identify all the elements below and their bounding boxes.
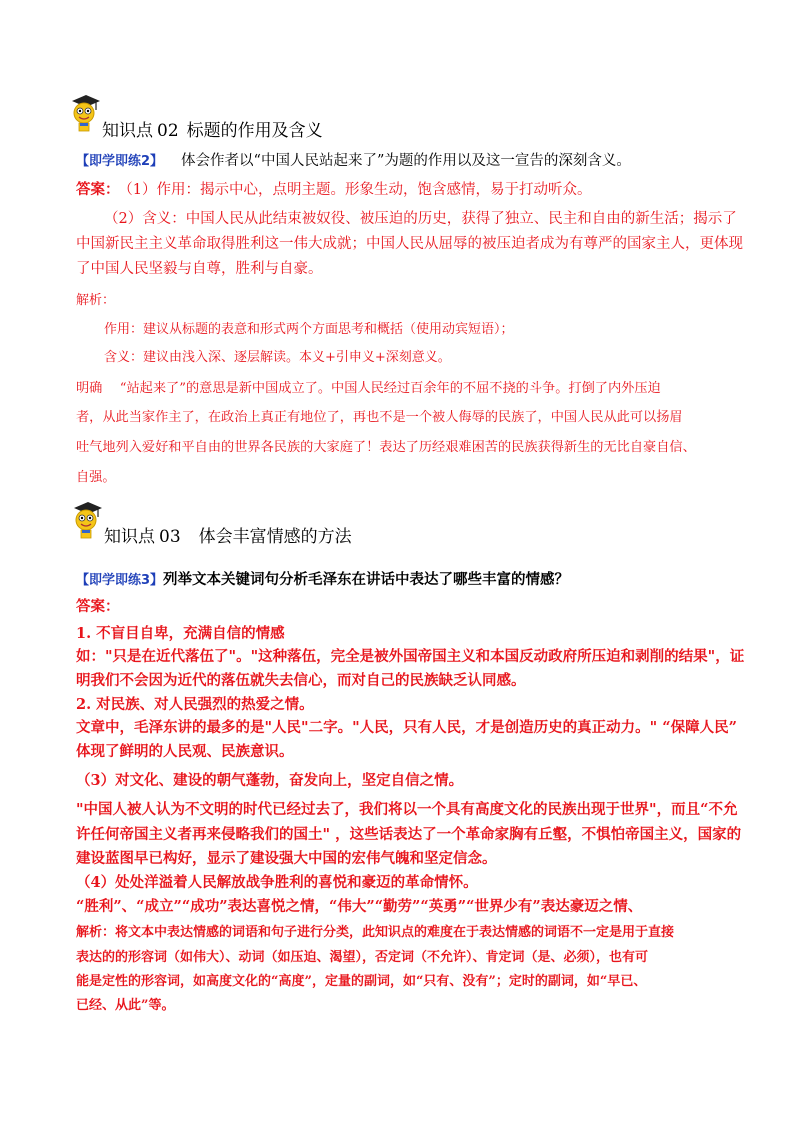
answer-line: （3）对文化、建设的朝气蓬勃，奋发向上，坚定自信之情。 bbox=[76, 772, 464, 789]
section-title-02 bbox=[102, 116, 323, 141]
answer-line: 了中国人民坚毅与自尊，胜利与自豪。 bbox=[76, 261, 323, 277]
answer-label: 答案： bbox=[76, 181, 120, 198]
answer-line: （4）处处洋溢着人民解放战争胜利的喜悦和豪迈的革命情怀。 bbox=[76, 874, 478, 891]
answer-line: 1. 不盲目自卑，充满自信的情感 bbox=[76, 625, 285, 642]
answer-line bbox=[76, 180, 591, 200]
section-title-text: 标题的作用及含义 bbox=[186, 121, 323, 141]
answer-line: 2. 对民族、对人民强烈的热爱之情。 bbox=[76, 696, 314, 713]
section-label: 知识点 bbox=[104, 527, 155, 547]
answer-line: 许任何帝国主义者再来侵略我们的国土" ，这些话表达了一个革命家胸有丘壑，不惧怕帝国主义，国家的 bbox=[76, 826, 742, 843]
question-text: 列举文本关键词句分析毛泽东在讲话中表达了哪些丰富的情感？ bbox=[163, 571, 570, 588]
scholar-mascot-icon bbox=[70, 500, 102, 540]
analysis-line: 表达的的形容词（如伟大）、动词（如压迫、渴望），否定词（不允许）、肯定词（是、必须），也有可 bbox=[76, 950, 649, 965]
answer-line: 中国新民主主义革命取得胜利这一伟大成就；中国人民从屈辱的被压迫者成为有尊严的国家主人，更体现 bbox=[76, 236, 743, 252]
practice-tag: 【即学即练3】 bbox=[76, 573, 164, 588]
explain-line: 自强。 bbox=[76, 470, 116, 485]
explain-line: 吐气地列入爱好和平自由的世界各民族的大家庭了！表达了历经艰难困苦的民族获得新生的无比自豪自信、 bbox=[76, 440, 696, 455]
analysis-label: 解析： bbox=[76, 293, 116, 308]
section-label: 知识点 bbox=[102, 121, 153, 141]
scholar-mascot-icon bbox=[68, 93, 100, 133]
analysis-line: 能是定性的形容词，如高度文化的“高度”，定量的副词，如“只有、没有”；定时的副词，如“早已、 bbox=[76, 974, 647, 989]
answer-line: 文章中，毛泽东讲的最多的是"人民"二字。"人民，只有人民，才是创造历史的真正动力。" “保障人民” bbox=[76, 719, 737, 736]
practice-question-3 bbox=[76, 570, 569, 591]
answer-text: （1）作用：揭示中心，点明主题。形象生动，饱含感情，易于打动听众。 bbox=[125, 182, 592, 198]
question-text: 体会作者以“中国人民站起来了”为题的作用以及这一宣告的深刻含义。 bbox=[181, 153, 631, 169]
analysis-line: 已经、从此”等。 bbox=[76, 998, 175, 1013]
answer-line: 如："只是在近代落伍了"。"这种落伍，完全是被外国帝国主义和本国反动政府所压迫和剥削的结果"，证 bbox=[76, 648, 745, 665]
practice-question-2 bbox=[76, 151, 631, 172]
section-title-03 bbox=[104, 522, 352, 547]
explain-line: 明确 “站起来了”的意思是新中国成立了。中国人民经过百余年的不屈不挠的斗争。打倒了内外压迫 bbox=[76, 381, 661, 396]
answer-line: "中国人被人认为不文明的时代已经过去了，我们将以一个具有高度文化的民族出现于世界"，而且“不允 bbox=[76, 801, 738, 818]
analysis-line: 解析：将文本中表达情感的词语和句子进行分类，此知识点的难度在于表达情感的词语不一定是用于直接 bbox=[76, 925, 675, 940]
analysis-line: 作用：建议从标题的表意和形式两个方面思考和概括（使用动宾短语）； bbox=[104, 322, 514, 337]
section-title-text: 体会丰富情感的方法 bbox=[198, 527, 352, 547]
section-number: 02 bbox=[157, 121, 179, 141]
explain-line: 者，从此当家作主了，在政治上真正有地位了，再也不是一个被人侮辱的民族了，中国人民从此可以扬眉 bbox=[76, 410, 683, 425]
section-number: 03 bbox=[159, 527, 181, 547]
analysis-line: 含义：建议由浅入深、逐层解读。本义+引申义+深刻意义。 bbox=[104, 350, 451, 365]
answer-line: （2）含义：中国人民从此结束被奴役、被压迫的历史，获得了独立、民主和自由的新生活；揭示了 bbox=[104, 211, 737, 227]
answer-label: 答案： bbox=[76, 598, 120, 615]
answer-line: “胜利”、“成立”“成功”表达喜悦之情，“伟大”“勤劳”“英勇”“世界少有”表达豪迈之情、 bbox=[76, 898, 643, 915]
answer-line: 体现了鲜明的人民观、民族意识。 bbox=[76, 743, 294, 760]
practice-tag: 【即学即练2】 bbox=[76, 154, 164, 169]
answer-line: 建设蓝图早已构好，显示了建设强大中国的宏伟气魄和坚定信念。 bbox=[76, 850, 497, 867]
answer-line: 明我们不会因为近代的落伍就失去信心，而对自己的民族缺乏认同感。 bbox=[76, 672, 526, 689]
